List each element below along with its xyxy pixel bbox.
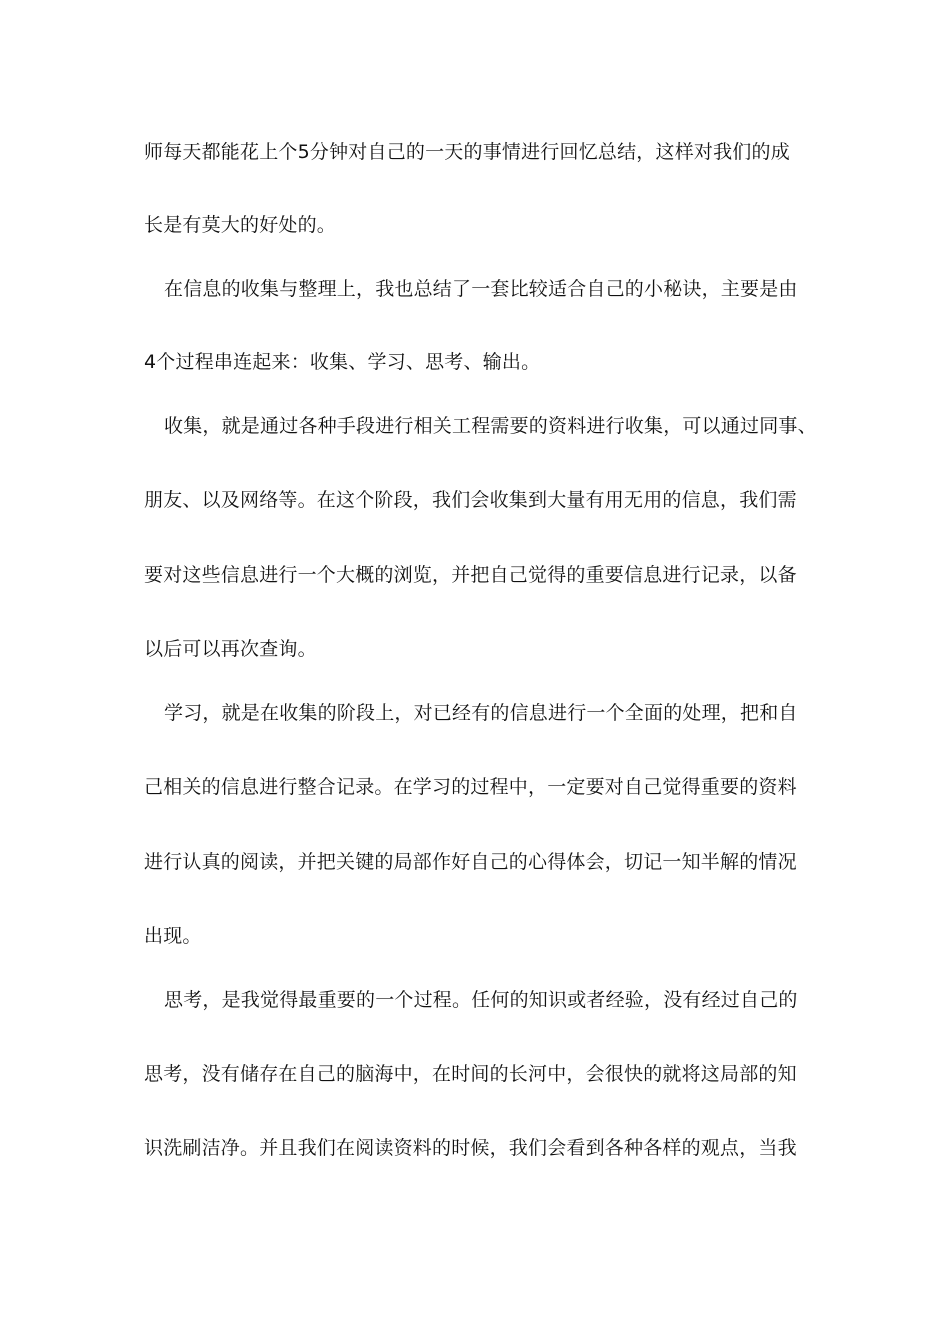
text-line: 要对这些信息进行一个大概的浏览，并把自己觉得的重要信息进行记录，以备 <box>144 564 797 586</box>
paragraph-start-line: 收集，就是通过各种手段进行相关工程需要的资料进行收集，可以通过同事、 <box>164 415 817 437</box>
text-line: 师每天都能花上个5分钟对自己的一天的事情进行回忆总结，这样对我们的成 <box>144 141 790 163</box>
text-line: 长是有莫大的好处的。 <box>144 214 337 236</box>
paragraph-start-line: 在信息的收集与整理上，我也总结了一套比较适合自己的小秘诀，主要是由 <box>164 278 798 300</box>
text-line: 以后可以再次查询。 <box>144 638 317 660</box>
paragraph-start-line: 学习，就是在收集的阶段上，对已经有的信息进行一个全面的处理，把和自 <box>164 702 798 724</box>
text-line: 进行认真的阅读，并把关键的局部作好自己的心得体会，切记一知半解的情况 <box>144 851 797 873</box>
text-line: 己相关的信息进行整合记录。在学习的过程中，一定要对自己觉得重要的资料 <box>144 776 797 798</box>
text-line: 思考，没有储存在自己的脑海中，在时间的长河中，会很快的就将这局部的知 <box>144 1063 797 1085</box>
text-line: 4个过程串连起来：收集、学习、思考、输出。 <box>144 351 541 373</box>
paragraph-start-line: 思考，是我觉得最重要的一个过程。任何的知识或者经验，没有经过自己的 <box>164 989 798 1011</box>
text-line: 朋友、以及网络等。在这个阶段，我们会收集到大量有用无用的信息，我们需 <box>144 489 797 511</box>
text-line: 出现。 <box>144 925 202 947</box>
text-line: 识洗刷洁净。并且我们在阅读资料的时候，我们会看到各种各样的观点，当我 <box>144 1137 797 1159</box>
